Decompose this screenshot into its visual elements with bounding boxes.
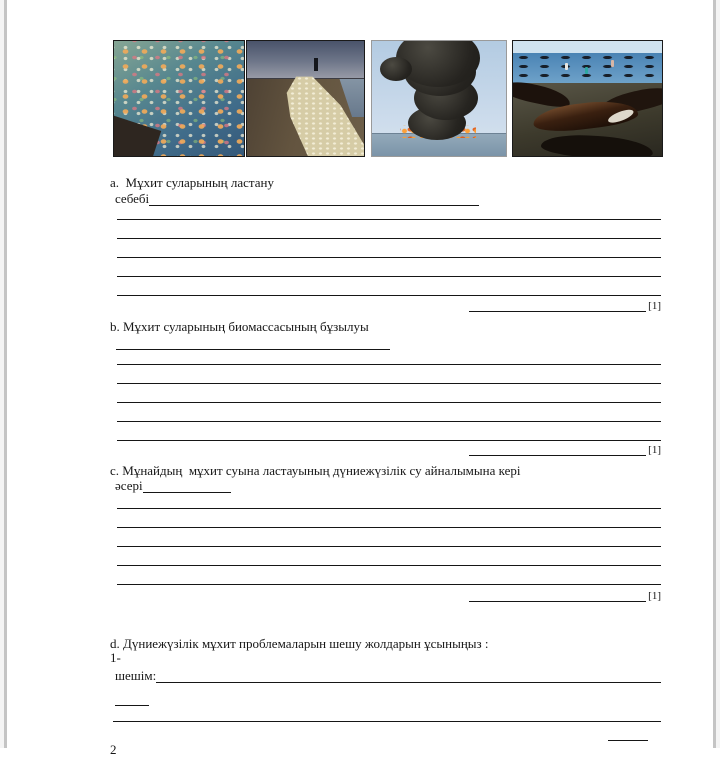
photo-beached-whales — [512, 40, 663, 157]
photo-dead-fish-on-shoreline — [246, 40, 365, 157]
question-b-title: b. Мұхит суларының биомассасының бұзылуы — [110, 319, 369, 334]
answer-line — [117, 364, 661, 365]
distant-person-figure — [314, 58, 318, 71]
question-d-item1: 1- — [110, 650, 121, 665]
answer-line — [117, 276, 661, 277]
answer-line — [117, 508, 661, 509]
rescuer-figure — [565, 63, 568, 70]
answer-blank — [143, 480, 231, 493]
mark-blank — [469, 300, 646, 312]
answer-blank — [149, 193, 479, 206]
answer-line — [117, 402, 661, 403]
rescuer-figure — [585, 67, 588, 74]
question-d-item2: 2 — [110, 742, 117, 757]
answer-line-tiny — [115, 705, 149, 706]
rescuer-figure — [611, 60, 614, 67]
photo-plastic-garbage-in-water — [113, 40, 245, 157]
answer-line — [117, 257, 661, 258]
answer-line — [117, 238, 661, 239]
mark-blank — [469, 444, 646, 456]
answer-line-tiny-right — [608, 740, 648, 741]
sky-sliver — [513, 41, 662, 53]
question-b-markline — [117, 443, 661, 456]
answer-blank — [156, 670, 661, 683]
photo-burning-oil-spill-smoke — [371, 40, 507, 157]
answer-line — [117, 295, 661, 296]
mark-b: [1] — [648, 444, 661, 456]
question-a-lead — [115, 191, 479, 206]
page-edge-right — [713, 0, 720, 748]
smoke-puff — [380, 57, 412, 81]
stormy-sky — [247, 41, 364, 78]
answer-line — [113, 721, 661, 722]
solution-label: шешім: — [115, 668, 157, 683]
question-d-solution-line — [115, 668, 661, 683]
page-edge-left — [0, 0, 7, 748]
question-c-markline — [117, 589, 661, 602]
question-a-markline — [117, 299, 661, 312]
question-d-title: d. Дүниежүзілік мұхит проблемаларын шешу жолдарын ұсыныңыз : — [110, 636, 489, 651]
answer-line — [117, 219, 661, 220]
answer-line — [117, 584, 661, 585]
mark-c: [1] — [648, 590, 661, 602]
answer-line — [117, 546, 661, 547]
question-a-lead-label: себебі — [115, 191, 150, 206]
mark-a: [1] — [648, 300, 661, 312]
mark-blank — [469, 590, 646, 602]
answer-line — [117, 440, 661, 441]
answer-line — [117, 383, 661, 384]
question-c-lead — [115, 478, 231, 493]
answer-line — [117, 527, 661, 528]
answer-line — [117, 565, 661, 566]
answer-line — [117, 421, 661, 422]
answer-line-short — [116, 349, 390, 350]
question-a-title: a. Мұхит суларының ластану — [110, 175, 274, 190]
question-c-title: c. Мұнайдың мұхит суына ластауының дүниежүзілік су айналымына кері — [110, 463, 521, 478]
question-c-lead-label: әсері — [115, 478, 143, 493]
